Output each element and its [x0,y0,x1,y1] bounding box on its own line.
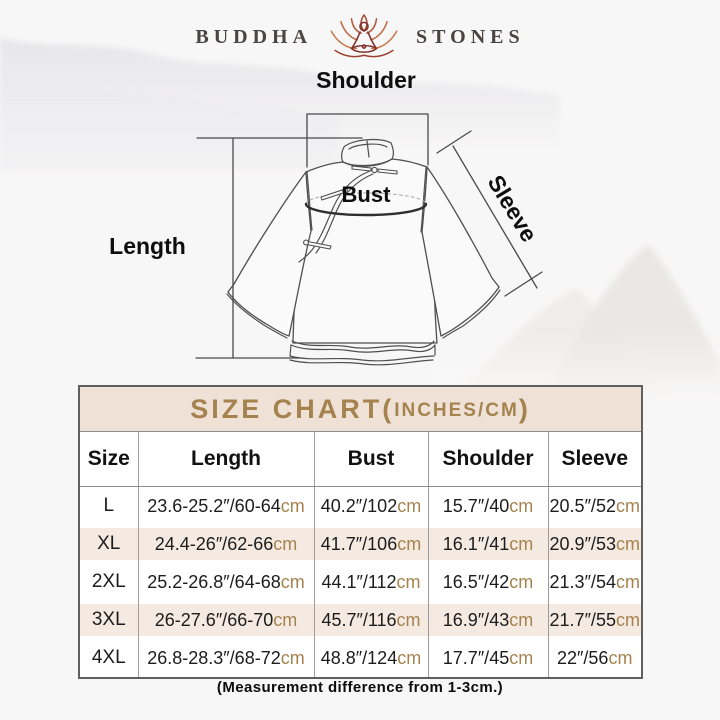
size-chart-title [80,387,641,432]
title-paren-close: ) [518,393,531,424]
column-header-size: Size [80,432,138,487]
length-measurement-cell: 24.4-26″/62-66cm [138,525,314,563]
shoulder-measurement-cell: 16.5″/42cm [428,563,548,601]
size-label-cell: 4XL [91,647,126,668]
size-chart-header-row [80,432,641,487]
sleeve-measurement-cell: 20.5″/52cm [548,487,641,526]
title-unit-label: INCHES/CM [394,399,519,421]
bust-label: Bust [341,182,391,207]
bust-measurement-cell: 45.7″/116cm [314,601,428,639]
bust-measurement-cell: 44.1″/112cm [314,563,428,601]
sleeve-label: Sleeve [482,170,543,247]
sleeve-measurement-cell: 21.3″/54cm [548,563,641,601]
length-measurement-cell: 25.2-26.8″/64-68cm [138,563,314,601]
brand-name-left: BUDDHA [195,25,313,48]
size-row-4xl [80,639,641,677]
column-header-sleeve: Sleeve [548,432,641,487]
bust-measurement-cell: 48.8″/124cm [314,639,428,677]
size-label-cell: XL [80,525,138,563]
size-label-cell: 2XL [91,571,126,592]
size-row-l [80,487,641,526]
title-paren-open: ( [382,393,395,424]
size-row-xl [80,525,641,563]
size-row-2xl [80,563,641,601]
shoulder-label: Shoulder [316,67,416,93]
shoulder-measurement-cell: 15.7″/40cm [428,487,548,526]
sleeve-measurement-cell: 21.7″/55cm [548,601,641,639]
measurement-note: (Measurement difference from 1-3cm.) [216,679,504,696]
length-label: Length [109,233,186,259]
shoulder-measurement-cell: 16.1″/41cm [428,525,548,563]
length-measurement-cell: 23.6-25.2″/60-64cm [138,487,314,526]
sleeve-measurement-cell: 20.9″/53cm [548,525,641,563]
bust-measurement-cell: 41.7″/106cm [314,525,428,563]
garment-hem [290,341,435,365]
column-header-length: Length [138,432,314,487]
sleeve-measurement-cell: 22″/56cm [548,639,641,677]
column-header-shoulder: Shoulder [428,432,548,487]
shoulder-measurement-cell: 16.9″/43cm [428,601,548,639]
column-header-bust: Bust [314,432,428,487]
size-chart-title-text: SIZE CHART [190,393,383,424]
length-measurement-cell: 26.8-28.3″/68-72cm [138,639,314,677]
size-chart-table [80,432,641,677]
size-label-cell: 3XL [80,601,138,639]
size-label-cell: L [103,495,115,516]
size-row-3xl [80,601,641,639]
size-chart [78,385,643,679]
shoulder-measurement-cell: 17.7″/45cm [428,639,548,677]
size-chart-body [80,487,641,678]
bust-measurement-cell: 40.2″/102cm [314,487,428,526]
brand-name-right: STONES [416,25,525,48]
length-measurement-cell: 26-27.6″/66-70cm [138,601,314,639]
